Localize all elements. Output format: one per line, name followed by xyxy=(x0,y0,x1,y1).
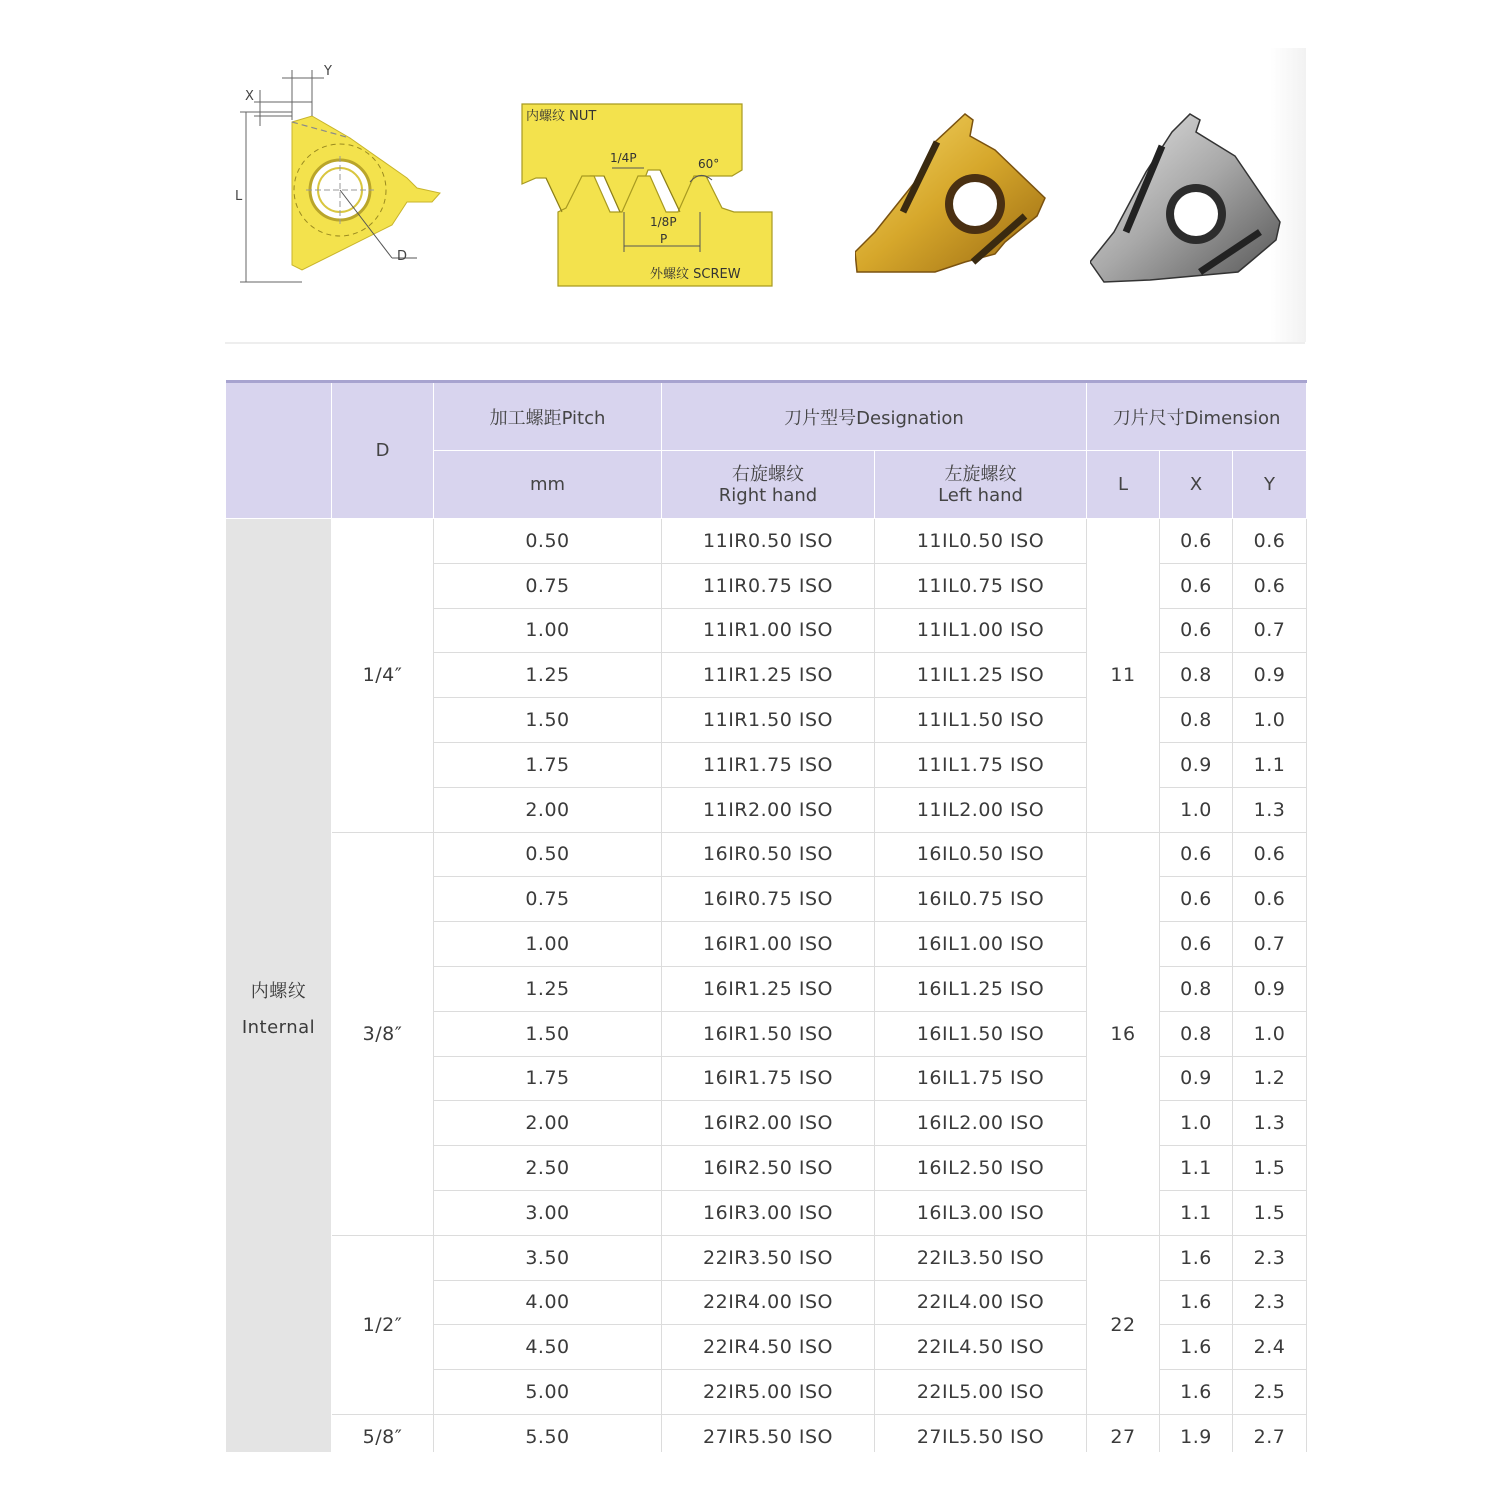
x-value-cell: 1.1 xyxy=(1160,1190,1233,1235)
left-hand-header xyxy=(875,451,1087,519)
x-value-cell: 0.6 xyxy=(1160,563,1233,608)
specification-table xyxy=(225,380,1307,1460)
l-label: L xyxy=(235,189,243,204)
right-hand-designation-cell: 11IR1.75 ISO xyxy=(662,742,875,787)
designation-header: 刀片型号Designation xyxy=(662,382,1087,451)
table-row xyxy=(226,1235,1307,1280)
pitch-cell: 0.75 xyxy=(434,563,662,608)
x-value-cell: 1.6 xyxy=(1160,1325,1233,1370)
left-hand-designation-cell: 22IL4.50 ISO xyxy=(875,1325,1087,1370)
y-value-cell: 0.9 xyxy=(1233,966,1307,1011)
y-value-cell: 0.6 xyxy=(1233,832,1307,877)
left-hand-designation-cell: 16IL0.75 ISO xyxy=(875,877,1087,922)
quarter-pitch-label: 1/4P xyxy=(610,151,637,165)
specification-table-body xyxy=(226,519,1307,1460)
left-hand-designation-cell: 16IL1.00 ISO xyxy=(875,922,1087,967)
l-value-cell: 16 xyxy=(1087,832,1160,1235)
left-hand-designation-cell: 11IL1.75 ISO xyxy=(875,742,1087,787)
x-header: X xyxy=(1160,451,1233,519)
y-header: Y xyxy=(1233,451,1307,519)
insert-dimension-drawing xyxy=(232,60,442,295)
y-value-cell: 1.3 xyxy=(1233,787,1307,832)
left-hand-cn: 左旋螺纹 xyxy=(944,463,1017,485)
y-value-cell: 0.7 xyxy=(1233,922,1307,967)
right-hand-designation-cell: 11IR0.50 ISO xyxy=(662,519,875,564)
y-value-cell: 0.9 xyxy=(1233,653,1307,698)
y-value-cell: 1.0 xyxy=(1233,698,1307,743)
pitch-label: P xyxy=(660,232,668,246)
right-hand-designation-cell: 22IR3.50 ISO xyxy=(662,1235,875,1280)
pitch-cell: 1.00 xyxy=(434,922,662,967)
y-value-cell: 2.5 xyxy=(1233,1370,1307,1415)
d-value-cell: 5/8″ xyxy=(332,1414,434,1459)
right-hand-designation-cell: 27IR5.50 ISO xyxy=(662,1414,875,1459)
x-value-cell: 1.0 xyxy=(1160,1101,1233,1146)
x-value-cell: 1.9 xyxy=(1160,1414,1233,1459)
pitch-cell: 1.25 xyxy=(434,966,662,1011)
x-value-cell: 0.6 xyxy=(1160,877,1233,922)
pitch-cell: 0.50 xyxy=(434,832,662,877)
l-header: L xyxy=(1087,451,1160,519)
left-hand-designation-cell: 16IL1.25 ISO xyxy=(875,966,1087,1011)
right-hand-designation-cell: 16IR2.50 ISO xyxy=(662,1146,875,1191)
nut-label: 内螺纹 NUT xyxy=(526,109,597,124)
eighth-pitch-label: 1/8P xyxy=(650,215,677,229)
pitch-cell: 5.50 xyxy=(434,1414,662,1459)
y-value-cell: 1.5 xyxy=(1233,1146,1307,1191)
pitch-cell: 2.00 xyxy=(434,787,662,832)
left-hand-designation-cell: 11IL0.50 ISO xyxy=(875,519,1087,564)
x-value-cell: 0.8 xyxy=(1160,653,1233,698)
pitch-cell: 1.25 xyxy=(434,653,662,698)
right-hand-designation-cell: 16IR1.75 ISO xyxy=(662,1056,875,1101)
right-hand-designation-cell: 11IR1.50 ISO xyxy=(662,698,875,743)
y-value-cell: 1.5 xyxy=(1233,1190,1307,1235)
table-row xyxy=(226,832,1307,877)
y-value-cell: 1.1 xyxy=(1233,742,1307,787)
right-hand-designation-cell: 22IR5.00 ISO xyxy=(662,1370,875,1415)
x-value-cell: 0.9 xyxy=(1160,742,1233,787)
y-value-cell: 1.3 xyxy=(1233,1101,1307,1146)
y-value-cell: 0.6 xyxy=(1233,877,1307,922)
pitch-cell: 1.50 xyxy=(434,1011,662,1056)
x-value-cell: 1.6 xyxy=(1160,1280,1233,1325)
pitch-cell: 1.50 xyxy=(434,698,662,743)
left-hand-designation-cell: 16IL3.00 ISO xyxy=(875,1190,1087,1235)
left-hand-designation-cell: 16IL1.75 ISO xyxy=(875,1056,1087,1101)
right-hand-en: Right hand xyxy=(718,484,818,506)
l-value-cell: 11 xyxy=(1087,519,1160,833)
left-hand-designation-cell: 16IL0.50 ISO xyxy=(875,832,1087,877)
pitch-cell: 2.50 xyxy=(434,1146,662,1191)
x-value-cell: 0.6 xyxy=(1160,519,1233,564)
left-hand-designation-cell: 22IL3.50 ISO xyxy=(875,1235,1087,1280)
left-hand-designation-cell: 11IL1.00 ISO xyxy=(875,608,1087,653)
d-label: D xyxy=(397,249,408,264)
thread-type-en: Internal xyxy=(241,1017,316,1038)
left-hand-designation-cell: 11IL1.25 ISO xyxy=(875,653,1087,698)
thread-type-cn: 内螺纹 xyxy=(250,981,307,1002)
right-hand-designation-cell: 11IR1.00 ISO xyxy=(662,608,875,653)
left-hand-designation-cell: 11IL1.50 ISO xyxy=(875,698,1087,743)
right-hand-designation-cell: 11IR0.75 ISO xyxy=(662,563,875,608)
l-value-cell: 22 xyxy=(1087,1235,1160,1414)
left-hand-designation-cell: 16IL2.50 ISO xyxy=(875,1146,1087,1191)
y-value-cell: 0.6 xyxy=(1233,563,1307,608)
pitch-cell: 1.75 xyxy=(434,1056,662,1101)
page-bottom-margin xyxy=(220,1452,1320,1500)
left-hand-designation-cell: 11IL0.75 ISO xyxy=(875,563,1087,608)
x-value-cell: 0.6 xyxy=(1160,922,1233,967)
y-value-cell: 2.4 xyxy=(1233,1325,1307,1370)
thread-type-cell xyxy=(226,519,332,1460)
left-hand-designation-cell: 16IL2.00 ISO xyxy=(875,1101,1087,1146)
y-value-cell: 1.0 xyxy=(1233,1011,1307,1056)
x-value-cell: 0.9 xyxy=(1160,1056,1233,1101)
right-hand-designation-cell: 16IR1.25 ISO xyxy=(662,966,875,1011)
y-value-cell: 1.2 xyxy=(1233,1056,1307,1101)
right-hand-designation-cell: 16IR3.00 ISO xyxy=(662,1190,875,1235)
right-hand-designation-cell: 16IR0.75 ISO xyxy=(662,877,875,922)
pitch-cell: 1.00 xyxy=(434,608,662,653)
x-value-cell: 0.8 xyxy=(1160,966,1233,1011)
x-value-cell: 0.8 xyxy=(1160,1011,1233,1056)
right-hand-designation-cell: 16IR0.50 ISO xyxy=(662,832,875,877)
right-hand-designation-cell: 22IR4.50 ISO xyxy=(662,1325,875,1370)
right-hand-designation-cell: 11IR2.00 ISO xyxy=(662,787,875,832)
dimension-header: 刀片尺寸Dimension xyxy=(1087,382,1307,451)
d-value-cell: 3/8″ xyxy=(332,832,434,1235)
x-value-cell: 0.6 xyxy=(1160,832,1233,877)
type-header xyxy=(226,382,332,519)
y-value-cell: 2.7 xyxy=(1233,1414,1307,1459)
x-value-cell: 1.0 xyxy=(1160,787,1233,832)
screw-label: 外螺纹 SCREW xyxy=(650,267,741,282)
y-label: Y xyxy=(324,64,332,79)
pitch-cell: 0.75 xyxy=(434,877,662,922)
y-value-cell: 2.3 xyxy=(1233,1235,1307,1280)
pitch-cell: 1.75 xyxy=(434,742,662,787)
pitch-header: 加工螺距Pitch xyxy=(434,382,662,451)
x-value-cell: 1.6 xyxy=(1160,1235,1233,1280)
x-value-cell: 1.1 xyxy=(1160,1146,1233,1191)
pitch-cell: 4.50 xyxy=(434,1325,662,1370)
d-value-cell: 1/4″ xyxy=(332,519,434,833)
right-hand-designation-cell: 16IR2.00 ISO xyxy=(662,1101,875,1146)
right-hand-designation-cell: 16IR1.00 ISO xyxy=(662,922,875,967)
pitch-cell: 5.00 xyxy=(434,1370,662,1415)
right-hand-header xyxy=(662,451,875,519)
pitch-unit-header: mm xyxy=(434,451,662,519)
right-hand-designation-cell: 11IR1.25 ISO xyxy=(662,653,875,698)
silver-insert-image xyxy=(1090,112,1285,287)
left-hand-designation-cell: 11IL2.00 ISO xyxy=(875,787,1087,832)
left-hand-designation-cell: 22IL5.00 ISO xyxy=(875,1370,1087,1415)
pitch-cell: 0.50 xyxy=(434,519,662,564)
d-value-cell: 1/2″ xyxy=(332,1235,434,1414)
left-hand-designation-cell: 16IL1.50 ISO xyxy=(875,1011,1087,1056)
left-hand-en: Left hand xyxy=(938,484,1023,506)
pitch-cell: 2.00 xyxy=(434,1101,662,1146)
y-value-cell: 2.3 xyxy=(1233,1280,1307,1325)
y-value-cell: 0.7 xyxy=(1233,608,1307,653)
left-hand-designation-cell: 22IL4.00 ISO xyxy=(875,1280,1087,1325)
left-hand-designation-cell: 27IL5.50 ISO xyxy=(875,1414,1087,1459)
y-value-cell: 0.6 xyxy=(1233,519,1307,564)
pitch-cell: 4.00 xyxy=(434,1280,662,1325)
pitch-cell: 3.50 xyxy=(434,1235,662,1280)
gold-insert-image xyxy=(855,112,1050,282)
d-header: D xyxy=(332,382,434,519)
x-value-cell: 1.6 xyxy=(1160,1370,1233,1415)
right-hand-cn: 右旋螺纹 xyxy=(732,463,804,485)
l-value-cell: 27 xyxy=(1087,1414,1160,1459)
x-value-cell: 0.6 xyxy=(1160,608,1233,653)
x-label: X xyxy=(245,89,254,104)
right-hand-designation-cell: 16IR1.50 ISO xyxy=(662,1011,875,1056)
right-hand-designation-cell: 22IR4.00 ISO xyxy=(662,1280,875,1325)
thread-profile-drawing xyxy=(520,100,776,290)
angle-label: 60° xyxy=(698,157,720,171)
x-value-cell: 0.8 xyxy=(1160,698,1233,743)
table-row xyxy=(226,519,1307,564)
pitch-cell: 3.00 xyxy=(434,1190,662,1235)
